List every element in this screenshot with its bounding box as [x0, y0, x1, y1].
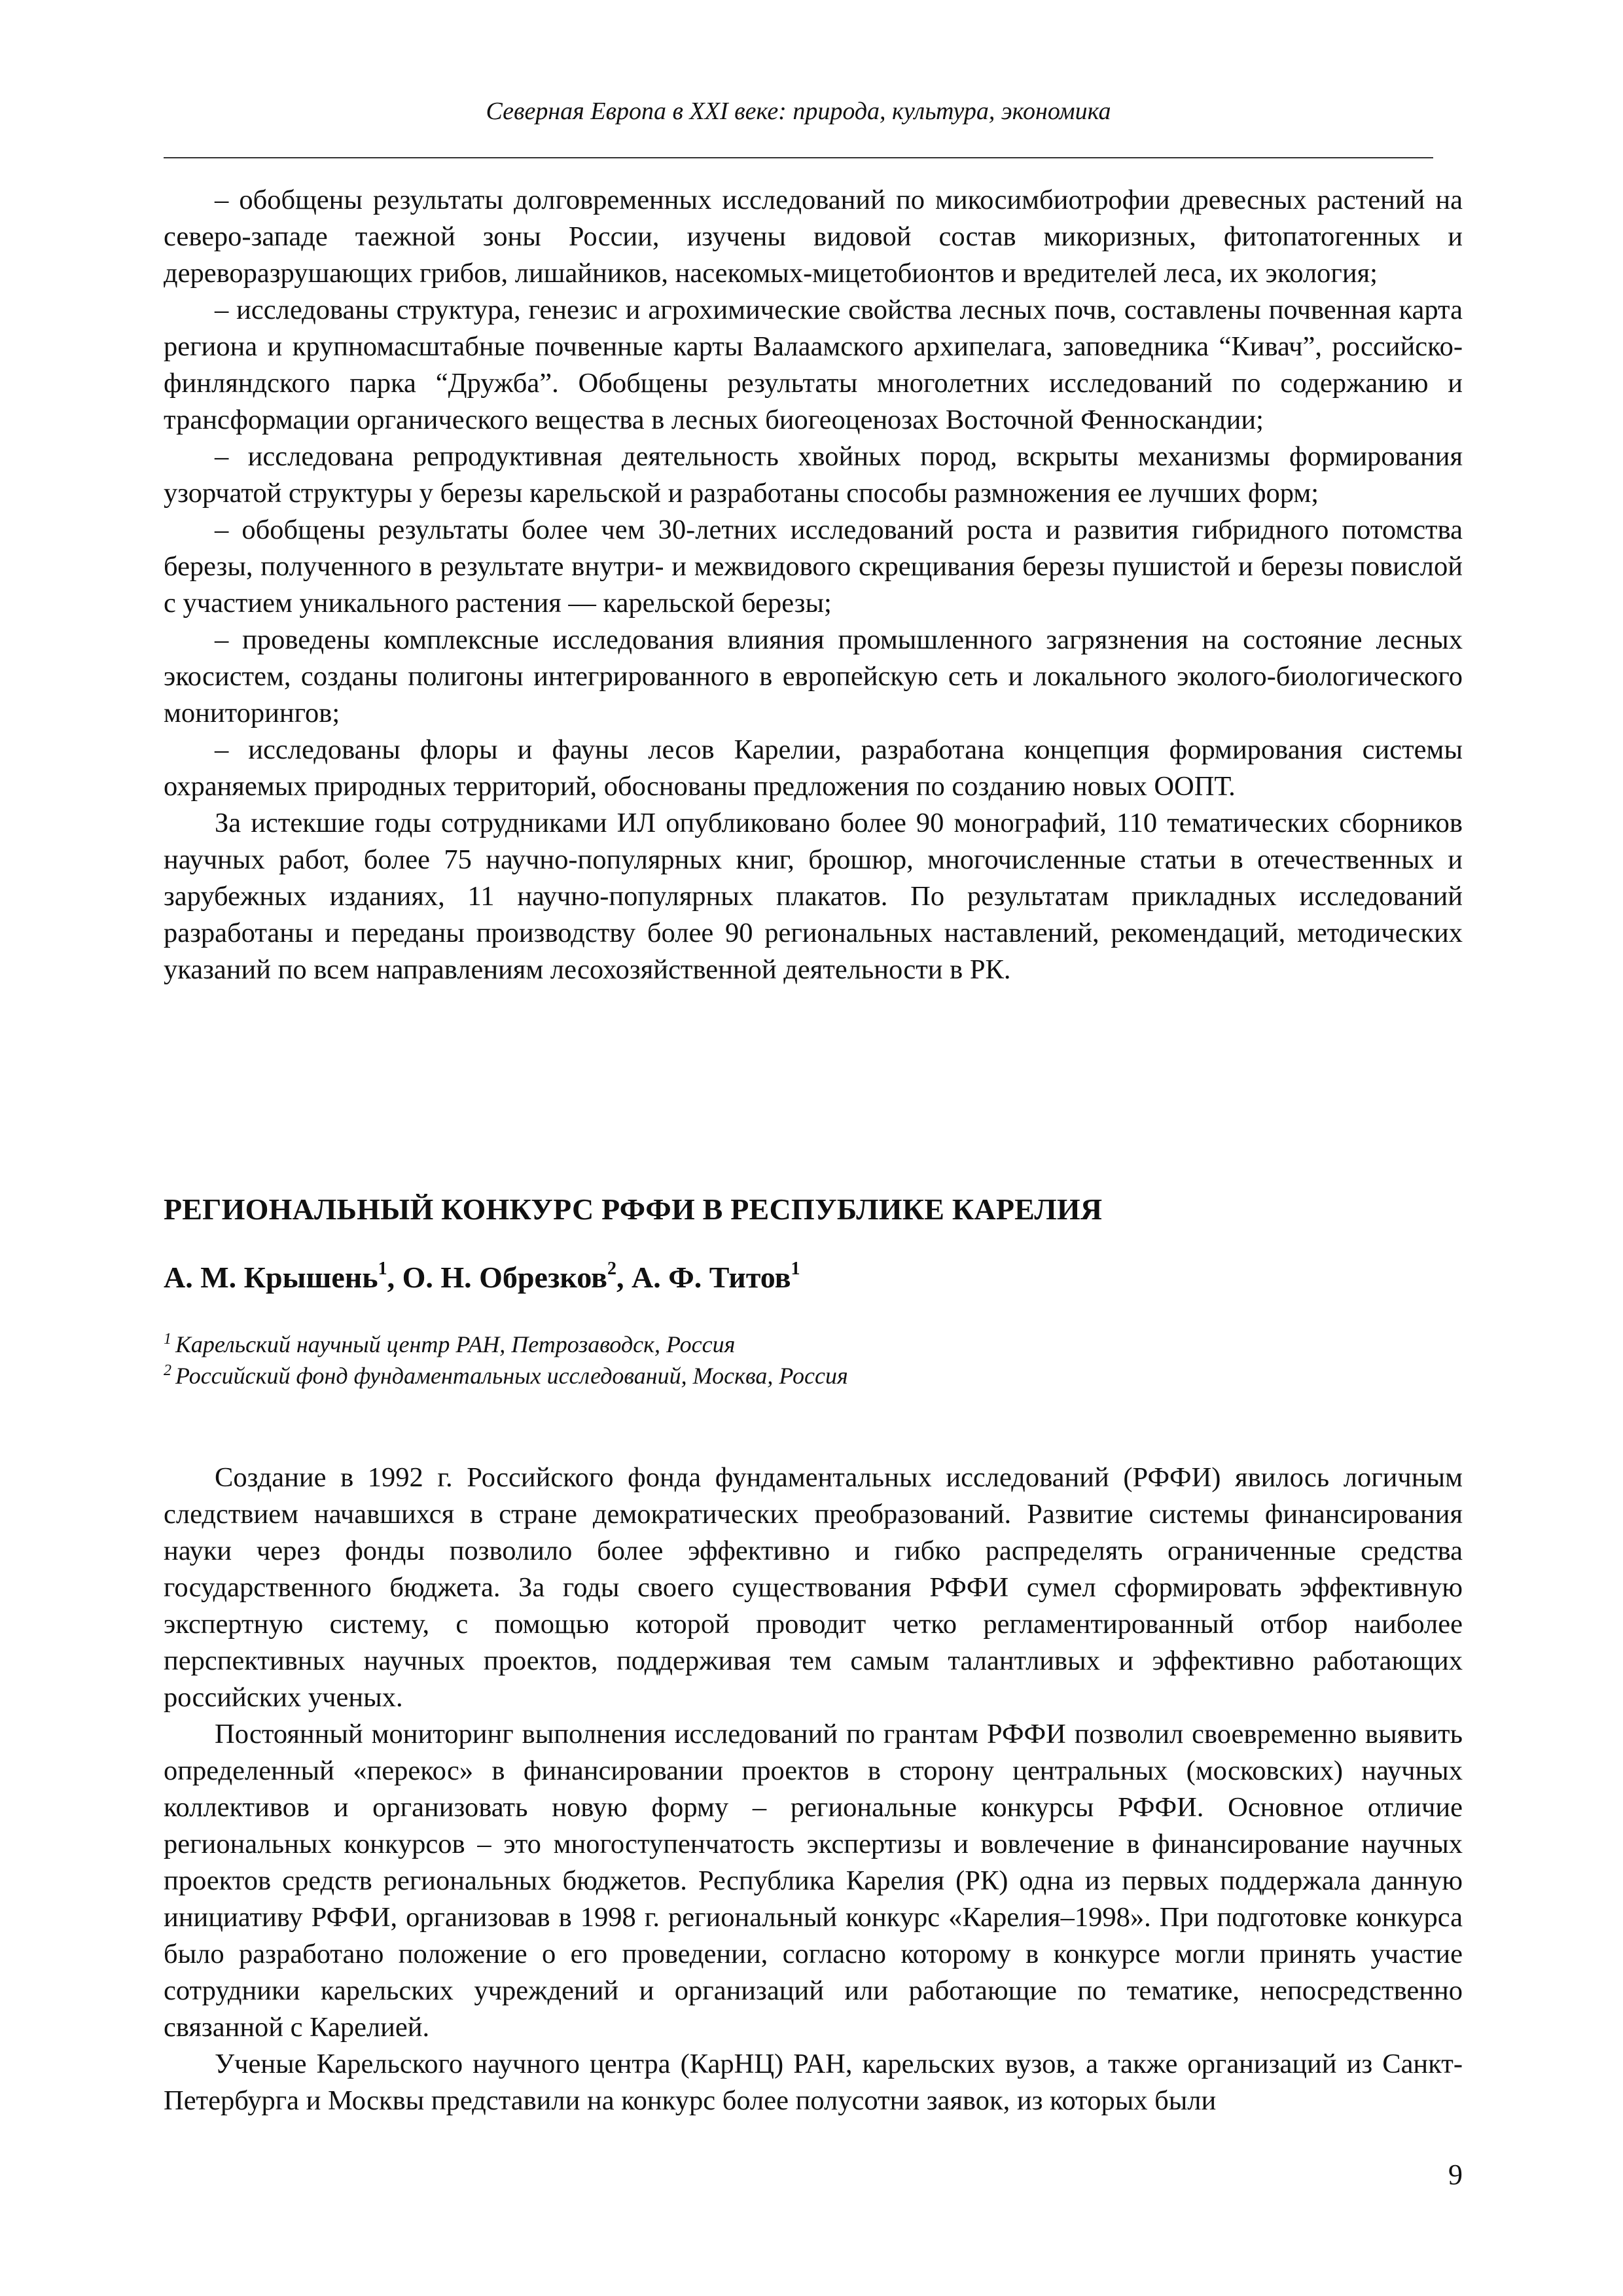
- paragraph-regional-contests: Постоянный мониторинг выполнения исследований по грантам РФФИ позволил своевременно выявить определенный «перекос» в финансировании проектов в сторону центральных (московских) научных коллективов и организовать новую форму – региональные конкурсы РФФИ. Основное отличие региональных конкурсов – это многоступенчатость экспертизы и вовлечение в финансирование научных проектов средств региональных бюджетов. Республика Карелия (РК) одна из первых поддержала данную инициативу РФФИ, организовав в 1998 г. региональный конкурс «Карелия–1998». При подготовке конкурса было разработано положение о его проведении, согласно которому в конкурсе могли принять участие сотрудники карельских учреждений и организаций или работающие по тематике, непосредственно связанной с Карелией.: [164, 1719, 1463, 2043]
- paragraph-karnc-applications: Ученые Карельского научного центра (КарНЦ) РАН, карельских вузов, а также организаций из Санкт-Петербурга и Москвы представили на конкурс более полусотни заявок, из которых были: [164, 2049, 1463, 2116]
- paragraph-publications: За истекшие годы сотрудниками ИЛ опубликовано более 90 монографий, 110 тематических сборников научных работ, более 75 научно-популярных книг, брошюр, многочисленные статьи в отечественных и зарубежных изданиях, 11 научно-популярных плакатов. По результатам прикладных исследований разработаны и переданы производству более 90 региональных наставлений, рекомендаций, методических указаний по всем направлениям лесохозяйственной деятельности в РК.: [164, 808, 1463, 985]
- paragraph-pollution-impact: – проведены комплексные исследования влияния промышленного загрязнения на состояние лесных экосистем, созданы полигоны интегрированного в европейскую сеть и локального эколого-биологического мониторингов;: [164, 624, 1463, 728]
- author-name: А. Ф. Титов: [632, 1261, 791, 1294]
- affiliation-line: [164, 1360, 848, 1391]
- affiliation-list: [164, 1329, 848, 1391]
- article-title: РЕГИОНАЛЬНЫЙ КОНКУРС РФФИ В РЕСПУБЛИКЕ КАРЕЛИЯ: [164, 1193, 1103, 1226]
- author-name: А. М. Крышень: [164, 1261, 378, 1294]
- paragraph-rffi-creation: Создание в 1992 г. Российского фонда фундаментальных исследований (РФФИ) явилось логичным следствием начавшихся в стране демократических преобразований. Развитие системы финансирования науки через фонды позволило более эффективно и гибко распределять ограниченные средства государственного бюджета. За годы своего существования РФФИ сумел сформировать эффективную экспертную систему, с помощью которой проводит четко регламентированный отбор наиболее перспективных научных проектов, поддерживая тем самым талантливых и эффективно работающих российских ученых.: [164, 1462, 1463, 1713]
- header-rule: [164, 157, 1433, 158]
- paragraph-flora-fauna: – исследованы флоры и фауны лесов Карелии, разработана концепция формирования системы охраняемых природных территорий, обоснованы предложения по созданию новых ООПТ.: [164, 734, 1463, 802]
- page-number: 9: [1448, 2159, 1463, 2191]
- author-affiliation-mark: 1: [791, 1258, 800, 1279]
- author-separator: ,: [616, 1261, 632, 1294]
- affiliation-mark: 1: [164, 1331, 171, 1348]
- author-affiliation-mark: 1: [378, 1258, 387, 1279]
- affiliation-line: [164, 1329, 848, 1360]
- paragraph-forest-soils: – исследованы структура, генезис и агрохимические свойства лесных почв, составлены почвенная карта региона и крупномасштабные почвенные карты Валаамского архипелага, заповедника “Кивач”, российско-финляндского парка “Дружба”. Обобщены результаты многолетних исследований по содержанию и трансформации органического вещества в лесных биогеоценозах Восточной Фенноскандии;: [164, 295, 1463, 435]
- affiliation-text: Карельский научный центр РАН, Петрозаводск, Россия: [175, 1331, 736, 1357]
- author-list: [164, 1258, 800, 1297]
- author-separator: ,: [387, 1261, 402, 1294]
- paragraph-birch-hybrids: – обобщены результаты более чем 30-летних исследований роста и развития гибридного потомства березы, полученного в результате внутри- и межвидового скрещивания березы пушистой и березы повислой с участием уникального растения — карельской березы;: [164, 514, 1463, 619]
- continued-text-block: [164, 182, 1463, 988]
- paragraph-reproductive-activity: – исследована репродуктивная деятельность хвойных пород, вскрыты механизмы формирования узорчатой структуры у березы карельской и разработаны способы размножения ее лучших форм;: [164, 441, 1463, 509]
- author-affiliation-mark: 2: [607, 1258, 616, 1279]
- article-body: [164, 1460, 1463, 2119]
- paragraph-mycosymbiotrophy: – обобщены результаты долговременных исследований по микосимбиотрофии древесных растений на северо-западе таежной зоны России, изучены видовой состав микоризных, фитопатогенных и дереворазрушающих грибов, лишайников, насекомых-мицетобионтов и вредителей леса, их экология;: [164, 185, 1463, 289]
- running-header: Северная Европа в XXI веке: природа, культура, экономика: [486, 98, 1111, 125]
- affiliation-mark: 2: [164, 1362, 171, 1379]
- affiliation-text: Российский фонд фундаментальных исследований, Москва, Россия: [175, 1363, 848, 1389]
- author-name: О. Н. Обрезков: [402, 1261, 607, 1294]
